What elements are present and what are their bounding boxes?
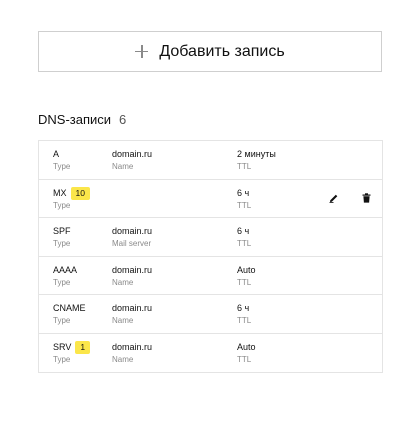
record-row-a[interactable] xyxy=(39,141,382,180)
record-row-spf[interactable] xyxy=(39,218,382,257)
record-value: domain.ru xyxy=(112,264,153,275)
record-type-caption: Type xyxy=(53,239,71,248)
record-value: domain.ru xyxy=(112,149,153,159)
record-value-caption: Name xyxy=(112,162,134,171)
record-type: AAAA xyxy=(53,264,78,275)
record-ttl: Auto xyxy=(237,341,256,352)
record-value-caption: Mail server xyxy=(112,239,152,248)
records-count: 6 xyxy=(119,112,127,127)
priority-badge: 1 xyxy=(75,341,90,354)
add-record-label: Добавить запись xyxy=(159,42,285,60)
record-type: CNAME xyxy=(53,303,86,313)
record-type-caption: Type xyxy=(53,277,71,287)
record-ttl: 6 ч xyxy=(237,187,250,198)
trash-icon[interactable] xyxy=(360,192,372,204)
record-ttl-caption: TTL xyxy=(237,354,252,364)
record-ttl-caption: TTL xyxy=(237,316,252,325)
section-title: DNS-записи xyxy=(38,112,112,127)
record-value: domain.ru xyxy=(112,226,153,236)
record-row-cname[interactable] xyxy=(39,295,382,334)
record-ttl: 6 ч xyxy=(237,226,250,236)
record-type: SPF xyxy=(53,226,71,236)
record-row-mx[interactable] xyxy=(39,180,382,219)
record-value-caption: Name xyxy=(112,354,134,364)
record-value: domain.ru xyxy=(112,303,153,313)
record-ttl: 2 минуты xyxy=(237,149,276,159)
record-value: domain.ru xyxy=(112,341,153,352)
record-ttl-caption: TTL xyxy=(237,162,252,171)
record-ttl-caption: TTL xyxy=(237,277,252,287)
record-type-caption: Type xyxy=(53,316,71,325)
record-type-caption: Type xyxy=(53,354,71,364)
record-row-aaaa[interactable] xyxy=(39,257,382,296)
priority-badge: 10 xyxy=(71,187,90,200)
edit-icon[interactable] xyxy=(328,192,340,204)
record-type: SRV xyxy=(53,341,72,352)
record-ttl-caption: TTL xyxy=(237,239,252,248)
add-record-button[interactable] xyxy=(38,31,382,72)
record-type-caption: Type xyxy=(53,162,71,171)
record-type: A xyxy=(53,149,60,159)
record-type-caption: Type xyxy=(53,200,71,210)
dns-records-list xyxy=(38,140,383,373)
record-ttl-caption: TTL xyxy=(237,200,252,210)
record-value-caption: Name xyxy=(112,316,134,325)
record-row-srv[interactable] xyxy=(39,334,382,373)
plus-icon xyxy=(135,45,148,58)
record-type: MX xyxy=(53,187,67,198)
record-ttl: 6 ч xyxy=(237,303,250,313)
record-ttl: Auto xyxy=(237,264,256,275)
record-value-caption: Name xyxy=(112,277,134,287)
dns-records-header xyxy=(38,112,126,127)
